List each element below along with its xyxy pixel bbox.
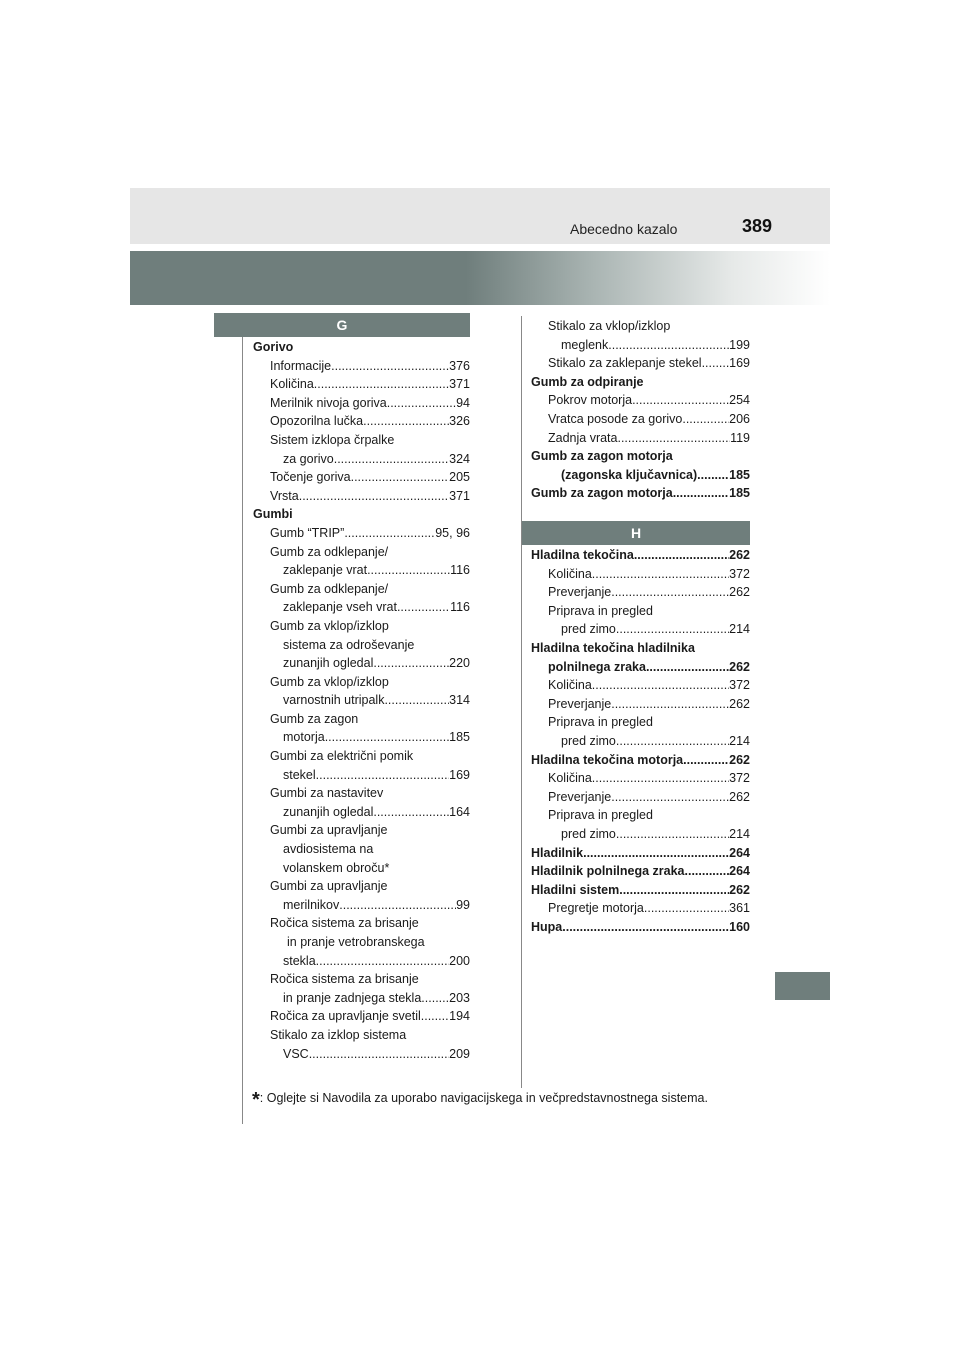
index-entry: Gumb za vklop/izklop <box>270 674 389 689</box>
index-entry: Gorivo <box>253 340 294 354</box>
index-entry: Gumb za zagon motorja <box>531 449 673 464</box>
index-entry <box>531 918 750 937</box>
dot-leader <box>384 691 449 710</box>
index-entry-term: (zagonska ključavnica) <box>561 467 698 482</box>
index-entry <box>531 732 750 751</box>
dot-leader <box>616 825 729 844</box>
index-entry-term: motorja <box>283 730 325 745</box>
dot-leader <box>351 468 450 487</box>
index-entry-term: Hladilnik polnilnega zraka <box>531 864 685 879</box>
header-gradient-band <box>130 251 830 305</box>
index-entry <box>531 676 750 695</box>
index-entry-term: zaklepanje vseh vrat <box>283 600 397 615</box>
index-entry <box>253 468 470 487</box>
footnote-marker: * <box>252 1089 260 1111</box>
index-entry <box>531 466 750 485</box>
index-column-right-h <box>531 546 750 936</box>
index-entry <box>531 336 750 355</box>
index-entry: Sistem izklopa črpalke <box>270 432 395 447</box>
index-entry-term: Količina <box>548 566 592 581</box>
index-entry-term: pred zimo <box>561 826 616 841</box>
index-entry: Gumb za odpiranje <box>531 374 644 389</box>
index-entry-page: 205 <box>449 470 470 485</box>
dot-leader <box>334 450 449 469</box>
dot-leader <box>314 375 449 394</box>
dot-leader <box>331 357 449 376</box>
index-entry: Gumbi <box>253 507 293 522</box>
index-entry-term: za gorivo <box>283 451 334 466</box>
index-entry <box>531 410 750 429</box>
index-entry: volanskem obroču* <box>283 860 390 875</box>
dot-leader <box>646 658 729 677</box>
index-entry <box>253 375 470 394</box>
index-entry: Gumb za zagon <box>270 711 359 726</box>
index-entry-page: 324 <box>449 451 470 466</box>
index-entry-term: Pokrov motorja <box>548 393 633 408</box>
index-entry-term: Vrsta <box>270 488 299 503</box>
index-entry-term: Merilnik nivoja goriva <box>270 395 387 410</box>
index-entry-page: 169 <box>729 356 750 371</box>
index-entry-term: Hladilna tekočina <box>531 548 634 562</box>
dot-leader <box>697 466 729 485</box>
index-entry-term: Vratca posode za gorivo <box>548 411 683 426</box>
index-entry-term: Zadnja vrata <box>548 430 618 445</box>
index-entry-page: 361 <box>729 901 750 916</box>
index-entry <box>531 429 750 448</box>
index-entry <box>531 565 750 584</box>
index-entry <box>253 728 470 747</box>
index-entry-page: 371 <box>449 377 470 392</box>
index-entry-page: 169 <box>449 767 470 782</box>
index-entry-term: Pregretje motorja <box>548 901 644 916</box>
index-entry <box>253 561 470 580</box>
index-entry: Gumbi za električni pomik <box>270 749 414 764</box>
page-title: Abecedno kazalo <box>570 221 678 237</box>
index-entry-term: zunanjih ogledal <box>283 656 374 671</box>
index-entry: Gumb za vklop/izklop <box>270 618 389 633</box>
index-entry-page: 264 <box>729 864 750 879</box>
dot-leader <box>592 676 729 695</box>
index-entry <box>253 766 470 785</box>
index-entry <box>253 952 470 971</box>
index-entry-page: 119 <box>730 430 750 445</box>
dot-leader <box>397 598 450 617</box>
index-entry-term: merilnikov <box>283 897 340 912</box>
dot-leader <box>682 410 729 429</box>
index-entry-term: Informacije <box>270 358 332 373</box>
dot-leader <box>683 751 729 770</box>
dot-leader <box>611 695 729 714</box>
index-entry <box>253 1045 470 1064</box>
index-entry <box>531 658 750 677</box>
dot-leader <box>592 769 729 788</box>
index-entry <box>531 899 750 918</box>
index-column-right-top <box>531 317 750 503</box>
dot-leader <box>632 391 729 410</box>
index-entry-term: Gumb za zagon motorja <box>531 486 673 501</box>
dot-leader <box>617 429 730 448</box>
index-entry-page: 160 <box>729 919 750 934</box>
left-margin-rule <box>242 336 243 1124</box>
dot-leader <box>316 766 449 785</box>
index-entry <box>531 546 750 565</box>
index-entry-term: Gumb “TRIP” <box>270 525 345 540</box>
index-entry <box>531 881 750 900</box>
index-entry-term: polnilnega zraka <box>548 659 646 674</box>
dot-leader <box>616 620 729 639</box>
index-entry <box>531 751 750 770</box>
index-entry-term: Hladilni sistem <box>531 882 620 897</box>
index-entry-term: Količina <box>270 377 314 392</box>
footnote <box>252 1089 708 1112</box>
dot-leader <box>316 952 449 971</box>
index-entry <box>253 524 470 543</box>
index-entry-page: 164 <box>449 804 470 819</box>
dot-leader <box>373 654 449 673</box>
dot-leader <box>363 412 449 431</box>
index-entry-term: varnostnih utripalk <box>283 693 385 708</box>
index-entry <box>531 695 750 714</box>
index-entry-term: Količina <box>548 771 592 786</box>
dot-leader <box>421 989 449 1008</box>
index-entry <box>253 357 470 376</box>
index-entry <box>531 825 750 844</box>
index-entry-term: in pranje zadnjega stekla <box>283 990 422 1005</box>
index-entry <box>531 391 750 410</box>
index-entry-page: 94 <box>456 395 470 410</box>
index-entry: Ročica sistema za brisanje <box>270 972 419 987</box>
index-entry-page: 262 <box>729 789 750 804</box>
index-entry-page: 262 <box>729 752 750 767</box>
index-entry <box>531 769 750 788</box>
dot-leader <box>702 354 730 373</box>
index-entry-page: 214 <box>729 733 750 748</box>
index-entry: Priprava in pregled <box>548 715 653 730</box>
index-entry: Gumbi za upravljanje <box>270 823 388 838</box>
page-number: 389 <box>742 216 773 236</box>
dot-leader <box>619 881 729 900</box>
index-entry <box>253 989 470 1008</box>
index-entry: Stikalo za izklop sistema <box>270 1027 407 1042</box>
index-entry <box>253 412 470 431</box>
index-entry <box>253 803 470 822</box>
index-entry-page: 116 <box>450 600 470 615</box>
index-entry-term: zaklepanje vrat <box>283 563 368 578</box>
index-entry <box>253 487 470 506</box>
index-entry-page: 199 <box>729 337 750 352</box>
index-entry <box>253 654 470 673</box>
dot-leader <box>644 899 729 918</box>
index-entry-page: 95, 96 <box>435 525 470 540</box>
index-entry <box>253 691 470 710</box>
index-entry: Ročica sistema za brisanje <box>270 916 419 931</box>
index-entry-page: 314 <box>449 693 470 708</box>
index-entry-page: 372 <box>729 771 750 786</box>
index-entry-term: Hladilna tekočina motorja <box>531 752 684 767</box>
index-entry-term: Preverjanje <box>548 696 612 711</box>
index-entry-page: 209 <box>449 1046 470 1061</box>
index-entry-term: pred zimo <box>561 733 616 748</box>
index-entry-term: Točenje goriva <box>270 470 351 485</box>
index-entry: Gumbi za upravljanje <box>270 879 388 894</box>
index-entry-page: 264 <box>729 845 750 860</box>
index-entry-term: Hupa <box>531 919 563 934</box>
index-entry-page: 116 <box>450 563 470 578</box>
index-entry: Gumb za odklepanje/ <box>270 544 389 559</box>
index-entry: avdiosistema na <box>283 842 374 857</box>
dot-leader <box>339 896 456 915</box>
index-entry-page: 194 <box>449 1009 470 1024</box>
dot-leader <box>673 484 729 503</box>
index-entry-page: 262 <box>729 882 750 897</box>
index-entry: Gumbi za nastavitev <box>270 786 384 801</box>
dot-leader <box>309 1045 449 1064</box>
index-entry-page: 326 <box>449 414 470 429</box>
index-entry-term: pred zimo <box>561 622 616 637</box>
index-entry-page: 99 <box>456 897 470 912</box>
dot-leader <box>685 862 730 881</box>
index-entry-page: 206 <box>729 411 750 426</box>
index-entry-term: stekel <box>283 767 316 782</box>
index-entry-page: 214 <box>729 826 750 841</box>
index-entry-page: 372 <box>729 566 750 581</box>
index-entry <box>253 394 470 413</box>
index-entry: Stikalo za vklop/izklop <box>548 319 671 333</box>
section-header-h: H <box>522 521 750 545</box>
index-entry-page: 262 <box>729 585 750 600</box>
footnote-text: : Oglejte si Navodila za uporabo navigacijskega in večpredstavnostnega sistema. <box>259 1091 708 1105</box>
index-entry-page: 185 <box>729 486 750 501</box>
header-band <box>130 188 830 244</box>
dot-leader <box>608 336 729 355</box>
index-entry-term: Preverjanje <box>548 585 612 600</box>
index-entry <box>253 598 470 617</box>
index-entry <box>531 583 750 602</box>
index-entry-term: Hladilnik <box>531 845 584 860</box>
dot-leader <box>373 803 449 822</box>
index-entry-term: meglenk <box>561 337 609 352</box>
index-entry-term: VSC <box>283 1046 309 1061</box>
index-entry: Hladilna tekočina hladilnika <box>531 640 695 655</box>
dot-leader <box>616 732 729 751</box>
section-header-g: G <box>214 313 470 337</box>
index-entry-page: 254 <box>729 393 750 408</box>
dot-leader <box>387 394 456 413</box>
index-entry-term: stekla <box>283 953 316 968</box>
index-entry <box>531 484 750 503</box>
index-entry-page: 372 <box>729 678 750 693</box>
dot-leader <box>325 728 449 747</box>
dot-leader <box>344 524 435 543</box>
index-entry: in pranje vetrobranskega <box>287 935 425 949</box>
index-entry-page: 376 <box>449 358 470 373</box>
dot-leader <box>611 788 729 807</box>
index-entry: Priprava in pregled <box>548 603 653 618</box>
index-entry <box>253 450 470 469</box>
dot-leader <box>592 565 729 584</box>
dot-leader <box>611 583 729 602</box>
index-entry-page: 262 <box>729 696 750 711</box>
index-entry-page: 203 <box>449 990 470 1005</box>
index-entry <box>253 896 470 915</box>
index-entry: Gumb za odklepanje/ <box>270 581 389 596</box>
index-entry-page: 214 <box>729 622 750 637</box>
index-entry-term: Opozorilna lučka <box>270 414 364 429</box>
dot-leader <box>583 844 729 863</box>
chapter-side-tab <box>775 972 830 1000</box>
index-entry-term: Preverjanje <box>548 789 612 804</box>
index-entry <box>531 844 750 863</box>
index-entry: sistema za odroševanje <box>283 637 415 652</box>
column-divider-rule <box>521 316 522 1088</box>
dot-leader <box>634 546 729 565</box>
dot-leader <box>421 1007 449 1026</box>
index-entry-term: zunanjih ogledal <box>283 804 374 819</box>
dot-leader <box>562 918 729 937</box>
index-entry <box>531 862 750 881</box>
dot-leader <box>299 487 449 506</box>
index-entry-page: 371 <box>449 488 470 503</box>
index-entry-page: 200 <box>449 953 470 968</box>
index-entry-term: Ročica za upravljanje svetil <box>270 1009 421 1024</box>
index-entry-page: 262 <box>729 659 750 674</box>
index-entry-page: 185 <box>729 467 750 482</box>
index-entry <box>531 354 750 373</box>
index-entry <box>531 788 750 807</box>
index-entry: Priprava in pregled <box>548 808 653 823</box>
dot-leader <box>367 561 450 580</box>
index-column-left <box>253 338 470 1063</box>
index-entry-term: Stikalo za zaklepanje stekel <box>548 356 702 371</box>
index-entry-page: 185 <box>449 730 470 745</box>
index-entry-term: Količina <box>548 678 592 693</box>
index-entry-page: 262 <box>729 548 750 562</box>
index-entry-page: 220 <box>449 656 470 671</box>
index-entry <box>253 1007 470 1026</box>
index-entry <box>531 620 750 639</box>
